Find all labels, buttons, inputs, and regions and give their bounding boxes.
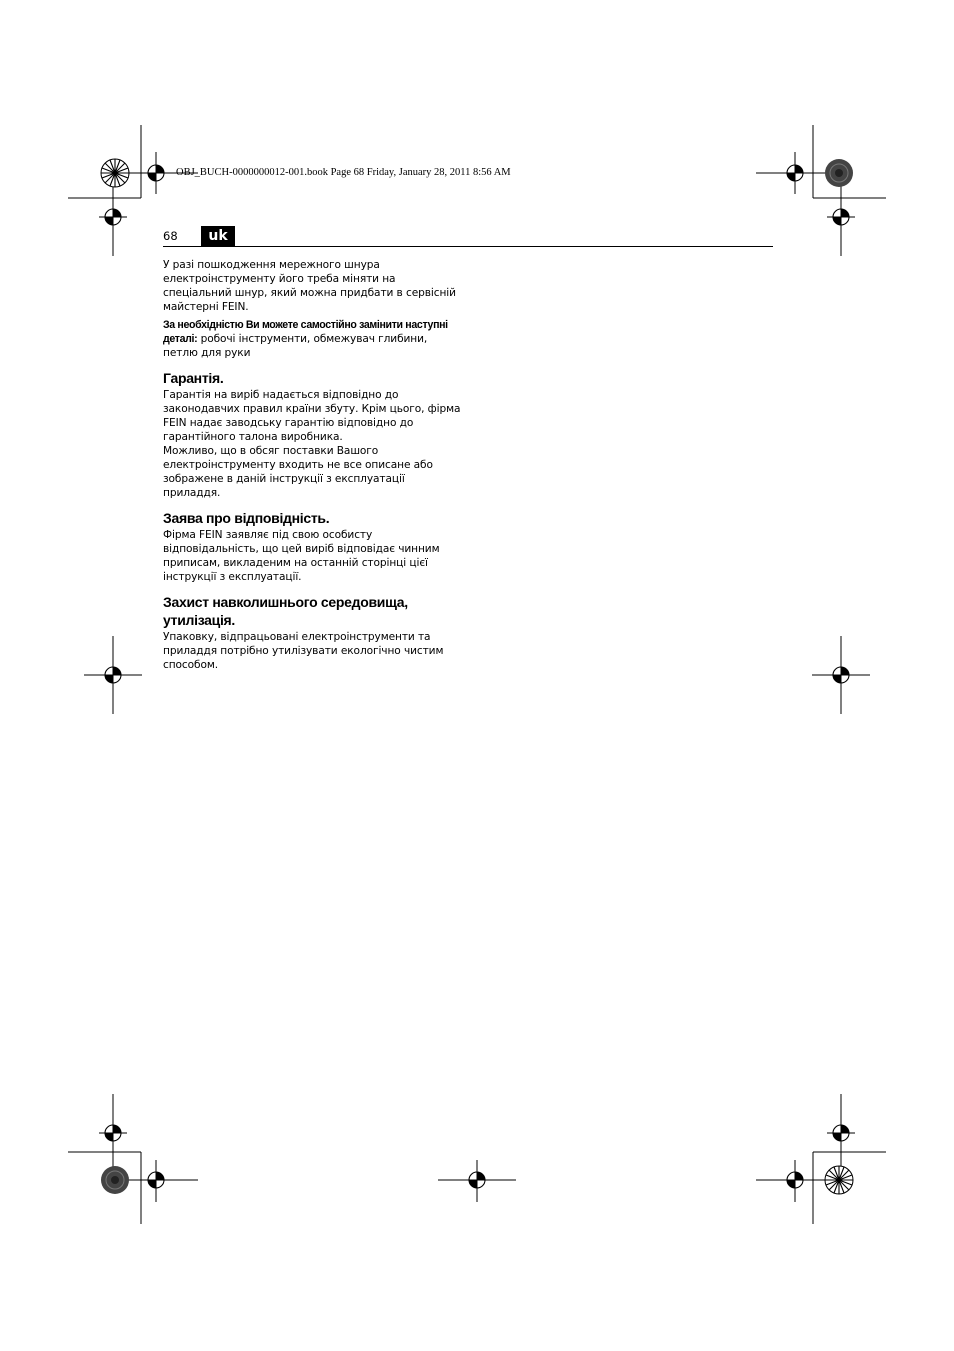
environment-heading: Захист навколишнього середовища, утилізація. [163, 594, 408, 628]
warranty-heading: Гарантія. [163, 370, 224, 386]
main-column [163, 258, 463, 672]
replaceable-parts-lead: За необхідністю Ви можете самостійно замінити наступні деталі: [163, 319, 448, 345]
conformity-paragraph: Фірма FEIN заявляє під свою особисту відповідальність, що цей виріб відповідає чинним приписам, викладеним на останній сторінці цієї інструкції з експлуатації. [163, 529, 440, 583]
language-badge: uk [201, 226, 235, 246]
environment-paragraph: Упаковку, відпрацьовані електроінструменти та приладдя потрібно утилізувати екологічно чистим способом. [163, 631, 444, 671]
replaceable-parts-paragraph [163, 318, 463, 360]
warranty-paragraph-2: Можливо, що в обсяг поставки Вашого електроінструменту входить не все описане або зображене в даній інструкції з експлуатації приладдя. [163, 445, 433, 499]
cord-replacement-paragraph: У разі пошкодження мережного шнура електроінструменту його треба міняти на спеціальний шнур, який можна придбати в сервісній майстерні FEIN. [163, 259, 456, 313]
conformity-heading: Заява про відповідність. [163, 510, 330, 526]
replaceable-parts-text: робочі інструменти, обмежувач глибини, петлю для руки [163, 333, 428, 359]
header-rule [163, 246, 773, 247]
page-number: 68 [163, 229, 178, 243]
warranty-paragraph-1: Гарантія на виріб надається відповідно до законодавчих правил країни збуту. Крім цього, фірма FEIN надає заводську гарантію відповідно до гарантійного талона виробника. [163, 389, 461, 443]
print-slug: OBJ_BUCH-0000000012-001.book Page 68 Friday, January 28, 2011 8:56 AM [176, 167, 511, 178]
